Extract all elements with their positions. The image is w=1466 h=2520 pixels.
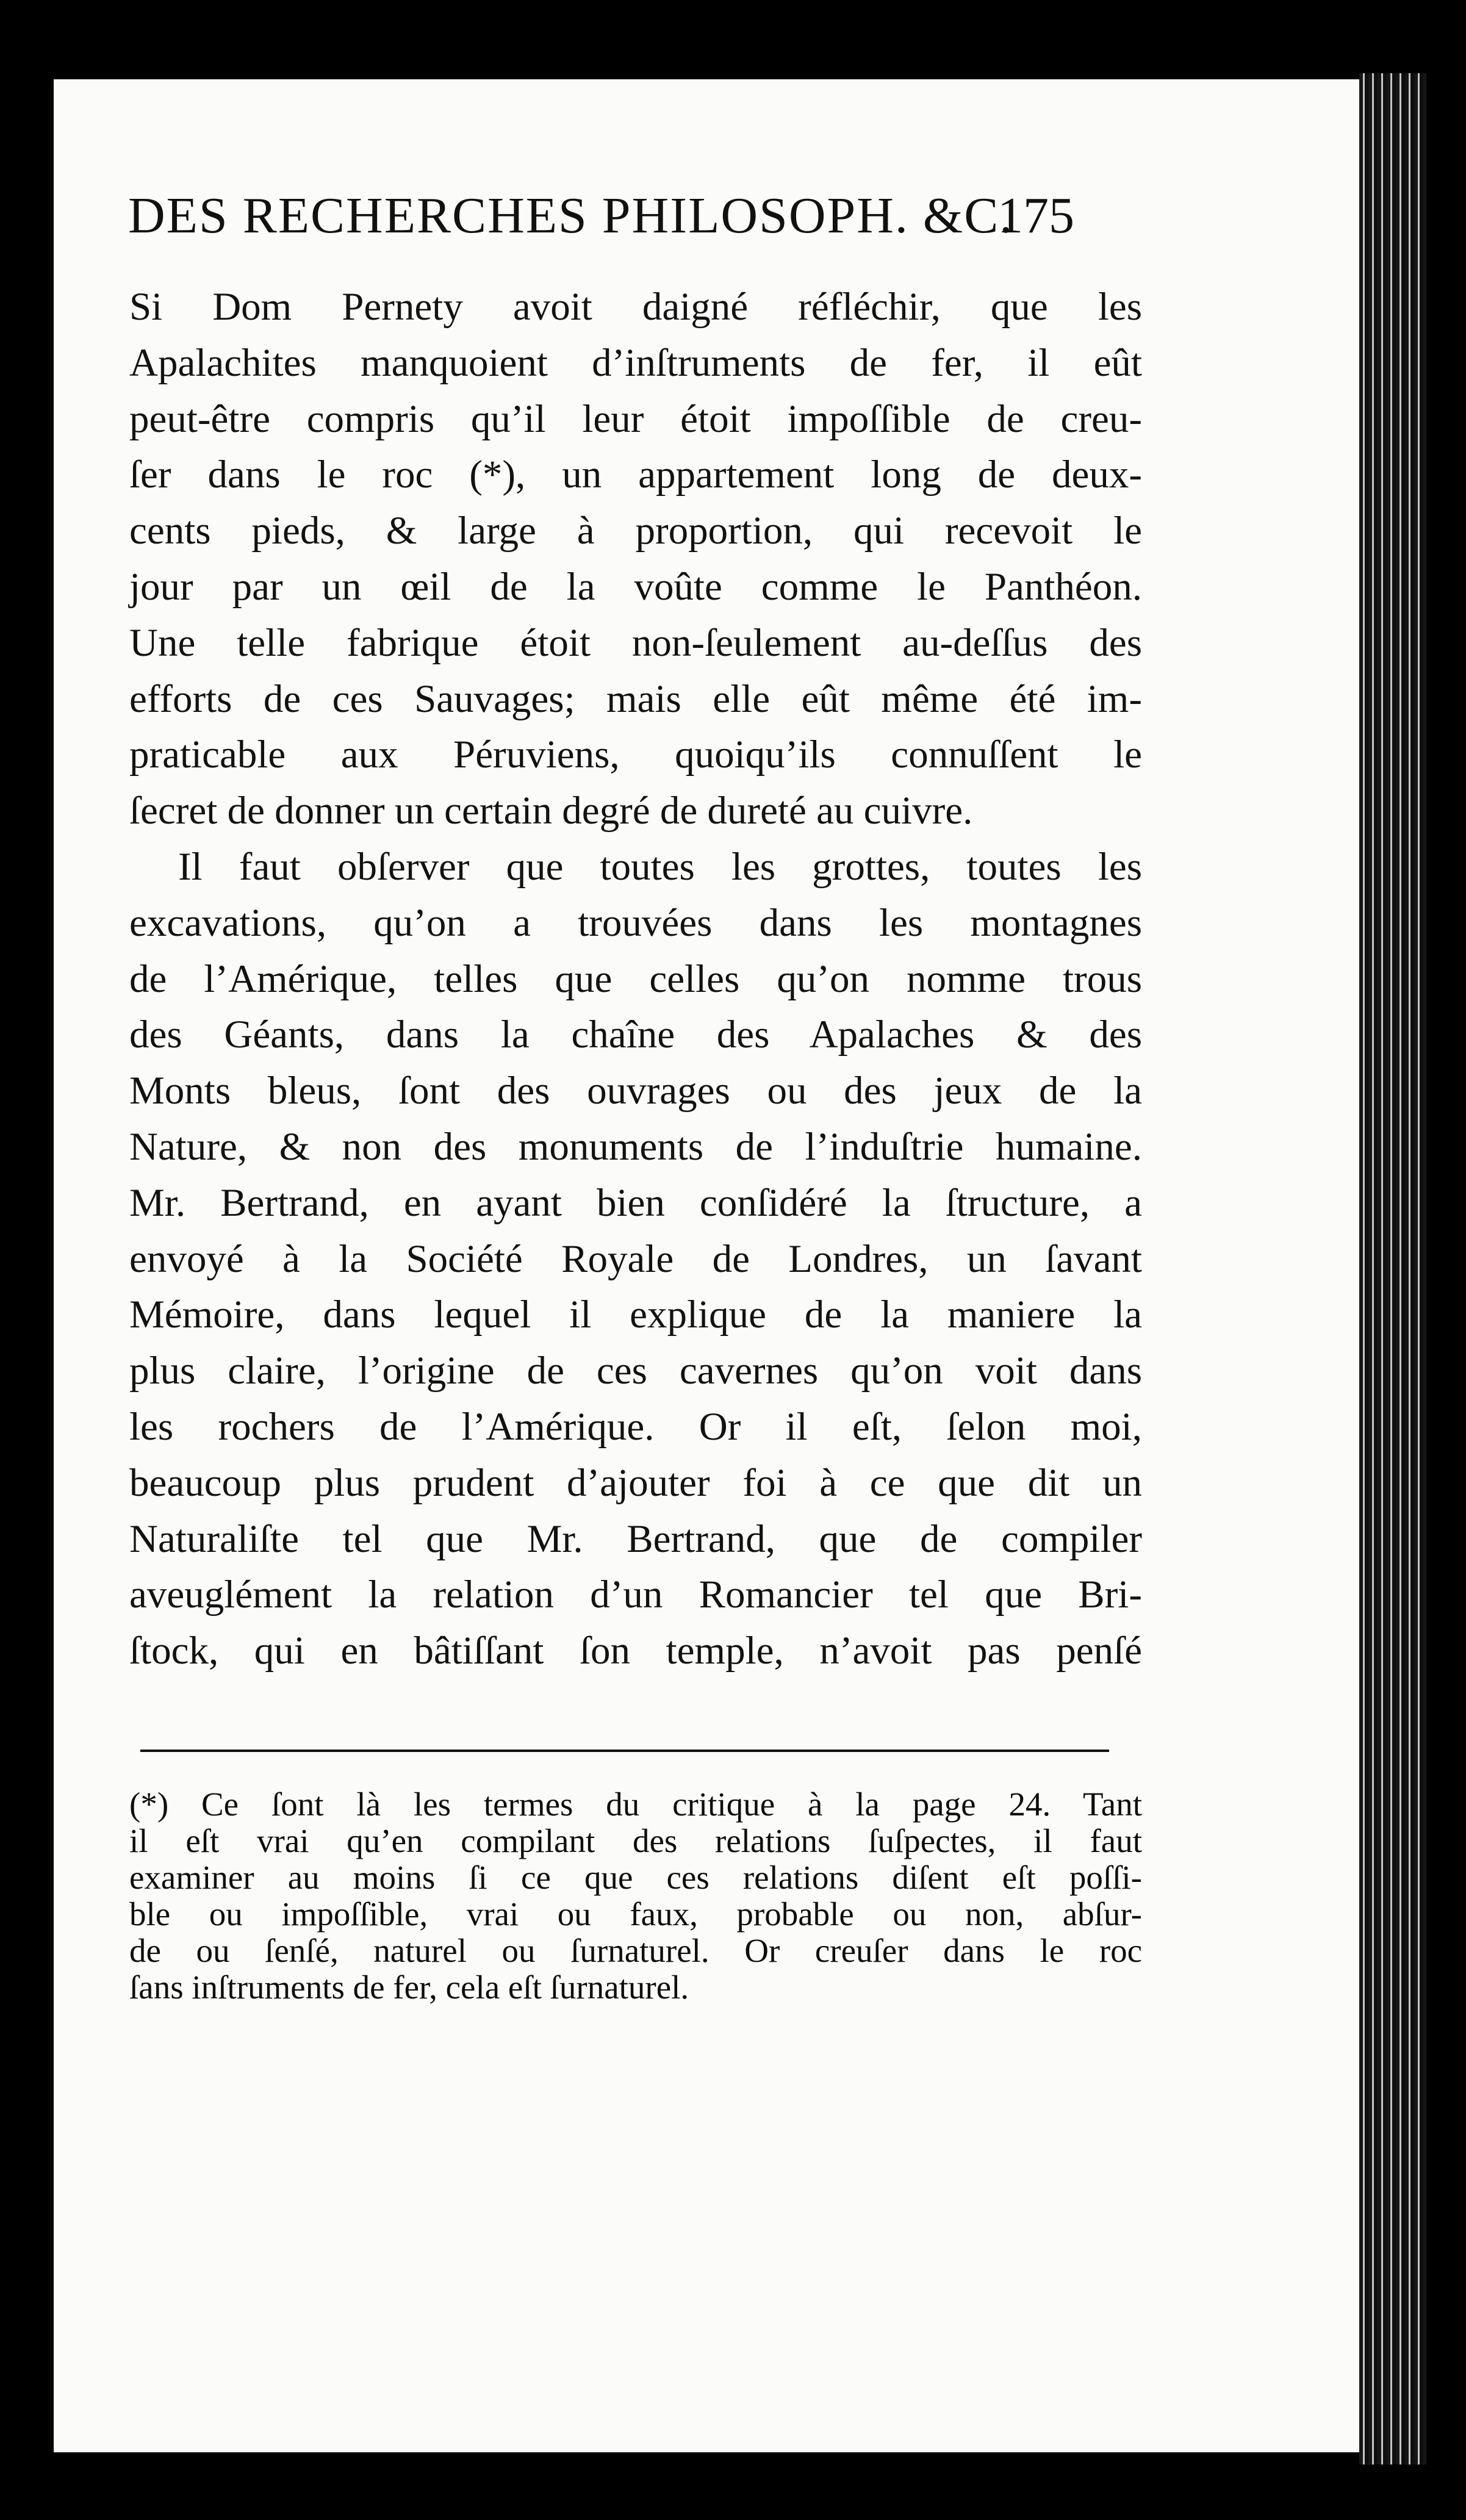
page-number: 175 (997, 187, 1074, 244)
body-line: de l’Amérique, telles que celles qu’on nomme trous (129, 957, 1142, 1001)
body-line: excavations, qu’on a trouvées dans les montagnes (129, 900, 1142, 945)
body-line: ſecret de donner un certain degré de dureté au cuivre. (129, 789, 973, 833)
body-line: Mémoire, dans lequel il explique de la maniere la (129, 1293, 1142, 1337)
body-line: envoyé à la Société Royale de Londres, un ſavant (129, 1237, 1142, 1281)
body-line: Monts bleus, ſont des ouvrages ou des jeux de la (129, 1069, 1142, 1113)
body-line: Il faut obſerver que toutes les grottes, toutes les (178, 844, 1142, 889)
body-line: cents pieds, & large à proportion, qui recevoit le (129, 509, 1142, 553)
body-line: efforts de ces Sauvages; mais elle eût même été im- (129, 677, 1142, 721)
body-line: Naturaliſte tel que Mr. Bertrand, que de compiler (129, 1517, 1142, 1561)
body-line: Une telle fabrique étoit non-ſeulement au-deſſus des (129, 620, 1142, 665)
footnote-line: ſans inſtruments de fer, cela eſt ſurnaturel. (129, 1969, 689, 2006)
footnote-line: il eſt vrai qu’en compilant des relations ſuſpectes, il faut (129, 1822, 1142, 1859)
body-line: ſer dans le roc (*), un appartement long de deux- (129, 453, 1142, 497)
body-line: beaucoup plus prudent d’ajouter foi à ce que dit un (129, 1460, 1142, 1505)
footnote-rule (140, 1750, 1109, 1752)
body-line: jour par un œil de la voûte comme le Panthéon. (129, 564, 1142, 609)
body-line: Mr. Bertrand, en ayant bien conſidéré la ſtructure, a (129, 1180, 1142, 1225)
footnote-line: de ou ſenſé, naturel ou ſurnaturel. Or creuſer dans le roc (129, 1932, 1142, 1969)
body-line: des Géants, dans la chaîne des Apalaches & des (129, 1013, 1142, 1057)
body-line: Si Dom Pernety avoit daigné réfléchir, que les (129, 285, 1142, 329)
footnote-line: examiner au moins ſi ce que ces relations diſent eſt poſſi- (129, 1859, 1142, 1896)
body-text (129, 279, 1142, 1679)
body-line: Apalachites manquoient d’inſtruments de fer, il eût (129, 340, 1142, 385)
body-line: ſtock, qui en bâtiſſant ſon temple, n’avoit pas penſé (129, 1629, 1142, 1673)
body-line: aveuglément la relation d’un Romancier tel que Bri- (129, 1573, 1142, 1617)
footnote-line: (*) Ce ſont là les termes du critique à la page 24. Tant (129, 1786, 1142, 1823)
page-edge (1359, 73, 1426, 2464)
body-line: plus claire, l’origine de ces cavernes qu’on voit dans (129, 1349, 1142, 1393)
footnote-line: ble ou impoſſible, vrai ou faux, probable ou non, abſur- (129, 1895, 1142, 1933)
body-line: praticable aux Péruviens, quoiqu’ils connuſſent le (129, 733, 1142, 777)
body-line: Nature, & non des monuments de l’induſtrie humaine. (129, 1124, 1142, 1169)
body-line: les rochers de l’Amérique. Or il eſt, ſelon moi, (129, 1404, 1142, 1449)
running-head: DES RECHERCHES PHILOSOPH. &C. (128, 187, 1014, 244)
body-line: peut-être compris qu’il leur étoit impoſſible de creu- (129, 397, 1142, 441)
footnote (129, 1786, 1142, 2006)
